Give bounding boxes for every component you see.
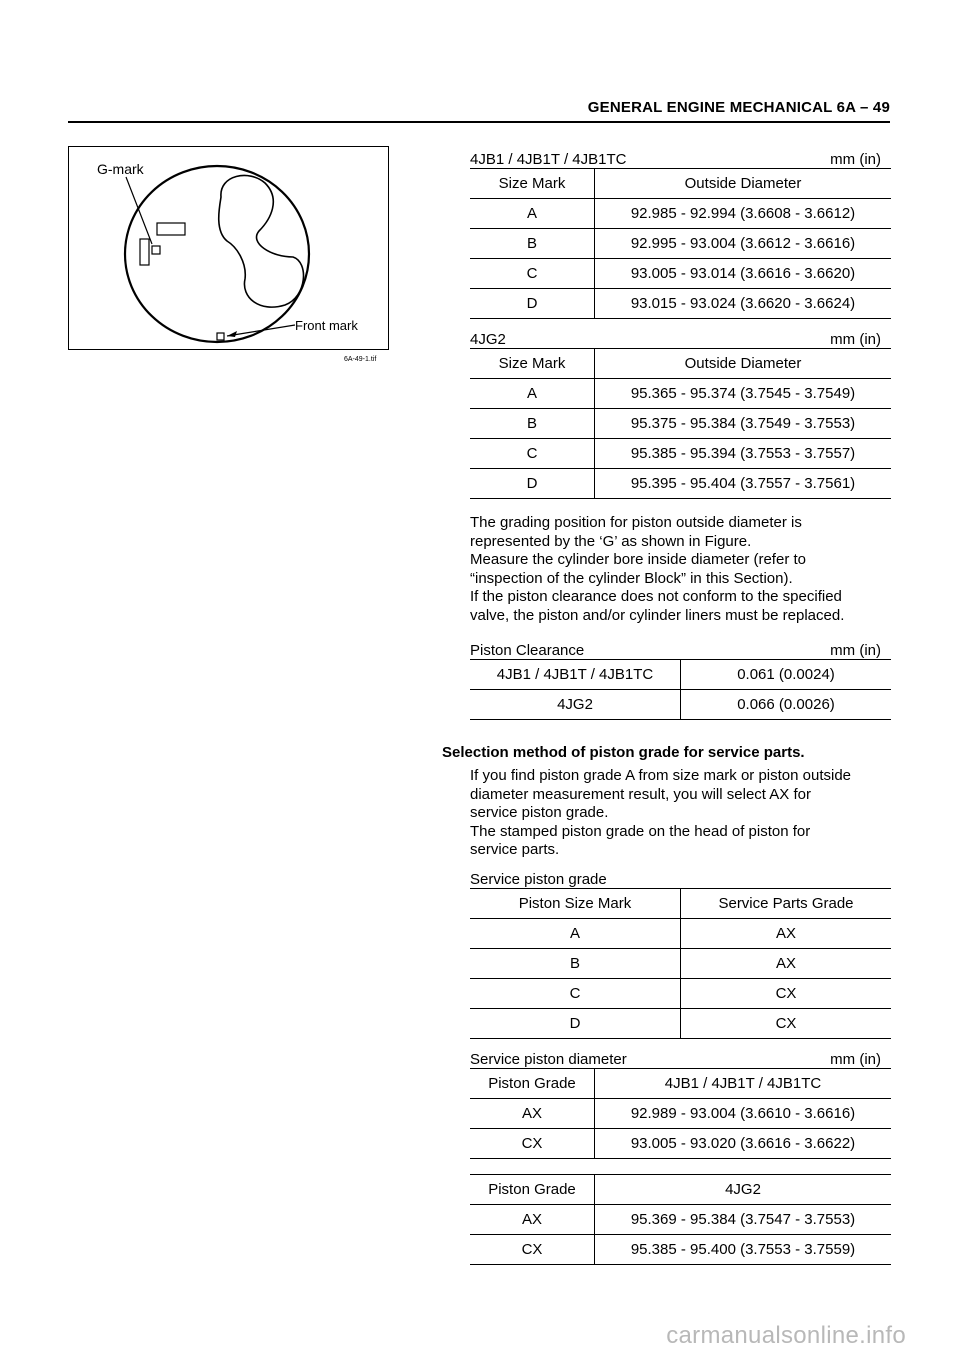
table-row <box>470 289 891 319</box>
table-row <box>470 229 891 259</box>
table1-title-line <box>470 146 891 168</box>
paragraph-line: The grading position for piston outside diameter is <box>470 514 802 531</box>
table-cell: C <box>470 259 595 289</box>
table-row <box>470 379 891 409</box>
table-row <box>470 919 891 949</box>
header-cell: Size Mark <box>470 169 595 199</box>
table1-unit: mm (in) <box>830 151 881 168</box>
table-cell: 93.015 - 93.024 (3.6620 - 3.6624) <box>595 289 892 319</box>
table2-block <box>470 326 891 499</box>
grading-paragraph <box>470 514 891 625</box>
table-cell: 95.385 - 95.400 (3.7553 - 3.7559) <box>595 1235 892 1265</box>
table4-title: Service piston grade <box>470 871 607 888</box>
table-row <box>470 1205 891 1235</box>
table-cell: A <box>470 199 595 229</box>
paragraph-line: If the piston clearance does not conform to the specified <box>470 588 842 605</box>
table-row <box>470 949 891 979</box>
paragraph-line: If you find piston grade A from size mark or piston outside <box>470 767 852 784</box>
table-cell: 95.369 - 95.384 (3.7547 - 3.7553) <box>595 1205 892 1235</box>
table-row <box>470 979 891 1009</box>
g-mark-label: G-mark <box>97 161 144 177</box>
paragraph-line: diameter measurement result, you will select AX for <box>470 785 811 803</box>
g-mark-leader <box>126 177 152 244</box>
table2 <box>470 348 891 499</box>
table-header-row <box>470 1175 891 1205</box>
table3 <box>470 659 891 720</box>
table-cell: A <box>470 379 595 409</box>
table-row <box>470 409 891 439</box>
table-row <box>470 1235 891 1265</box>
table-header-row <box>470 889 891 919</box>
table-cell: 93.005 - 93.014 (3.6616 - 3.6620) <box>595 259 892 289</box>
table-cell: CX <box>470 1129 595 1159</box>
figure-caption: 6A-49-1.tif <box>344 356 377 363</box>
header-cell: Piston Grade <box>470 1069 595 1099</box>
header-rule <box>68 121 890 123</box>
paragraph-line: The stamped piston grade on the head of piston for <box>470 822 811 840</box>
piston-diagram <box>68 146 389 350</box>
front-mark-square <box>217 333 224 340</box>
table-row <box>470 439 891 469</box>
table3-title-line <box>470 637 891 659</box>
table-header-row <box>470 1069 891 1099</box>
table-cell: 4JG2 <box>470 690 681 720</box>
table-cell: AX <box>681 919 892 949</box>
table-cell: 92.995 - 93.004 (3.6612 - 3.6616) <box>595 229 892 259</box>
table5-unit: mm (in) <box>830 1051 881 1068</box>
table-cell: AX <box>470 1205 595 1235</box>
table-header-row <box>470 169 891 199</box>
table-cell: 4JB1 / 4JB1T / 4JB1TC <box>470 660 681 690</box>
header-cell: Piston Grade <box>470 1175 595 1205</box>
table5 <box>470 1068 891 1159</box>
table3-unit: mm (in) <box>830 642 881 659</box>
table-cell: 95.395 - 95.404 (3.7557 - 3.7561) <box>595 469 892 499</box>
page-header: GENERAL ENGINE MECHANICAL 6A – 49 <box>587 99 890 116</box>
table2-title-line <box>470 326 891 348</box>
paragraph-line: service piston grade. <box>470 804 609 821</box>
table-row <box>470 690 891 720</box>
table-cell: CX <box>470 1235 595 1265</box>
table-row <box>470 1129 891 1159</box>
header-cell: Piston Size Mark <box>470 889 681 919</box>
combustion-chamber <box>219 175 304 307</box>
table-row <box>470 1009 891 1039</box>
table5-title: Service piston diameter <box>470 1051 627 1068</box>
table-row <box>470 1099 891 1129</box>
table-header-row <box>470 349 891 379</box>
table6 <box>470 1174 891 1265</box>
table-cell: D <box>470 289 595 319</box>
stamp-mark-rect <box>157 223 185 235</box>
table6-block <box>470 1174 891 1265</box>
table1-title: 4JB1 / 4JB1T / 4JB1TC <box>470 151 627 168</box>
table-cell: A <box>470 919 681 949</box>
table3-block <box>470 637 891 720</box>
section-heading: Selection method of piston grade for service parts. <box>442 744 805 761</box>
table5-block <box>470 1046 891 1159</box>
table-cell: AX <box>470 1099 595 1129</box>
table5-title-line <box>470 1046 891 1068</box>
table-cell: CX <box>681 1009 892 1039</box>
table-cell: AX <box>681 949 892 979</box>
table-row <box>470 469 891 499</box>
table-cell: 92.989 - 93.004 (3.6610 - 3.6616) <box>595 1099 892 1129</box>
table1-block <box>470 146 891 319</box>
table4-title-line <box>470 866 891 888</box>
header-cell: 4JG2 <box>595 1175 892 1205</box>
table4-block <box>470 866 891 1039</box>
table3-title: Piston Clearance <box>470 642 585 659</box>
front-mark-leader <box>227 325 295 336</box>
table-row <box>470 660 891 690</box>
table-cell: 95.385 - 95.394 (3.7553 - 3.7557) <box>595 439 892 469</box>
table-cell: 0.061 (0.0024) <box>681 660 892 690</box>
table-cell: 92.985 - 92.994 (3.6608 - 3.6612) <box>595 199 892 229</box>
header-cell: Outside Diameter <box>595 169 892 199</box>
watermark: carmanualsonline.info <box>666 1322 906 1349</box>
header-cell: Size Mark <box>470 349 595 379</box>
header-cell: 4JB1 / 4JB1T / 4JB1TC <box>595 1069 892 1099</box>
paragraph-line: “inspection of the cylinder Block” in this Section). <box>470 569 793 587</box>
piston-diagram-svg <box>69 147 388 349</box>
table-cell: 95.375 - 95.384 (3.7549 - 3.7553) <box>595 409 892 439</box>
table-cell: 0.066 (0.0026) <box>681 690 892 720</box>
table2-title: 4JG2 <box>470 331 506 348</box>
table-cell: 95.365 - 95.374 (3.7545 - 3.7549) <box>595 379 892 409</box>
service-paragraph <box>470 767 891 860</box>
paragraph-line: service parts. <box>470 841 560 858</box>
table2-unit: mm (in) <box>830 331 881 348</box>
header-cell: Service Parts Grade <box>681 889 892 919</box>
header-cell: Outside Diameter <box>595 349 892 379</box>
stamp-mark-vertical <box>140 239 149 265</box>
table-cell: C <box>470 979 681 1009</box>
table-cell: B <box>470 409 595 439</box>
g-mark-square <box>152 246 160 254</box>
table-cell: CX <box>681 979 892 1009</box>
table-cell: C <box>470 439 595 469</box>
front-mark-arrowhead <box>227 331 237 337</box>
table-cell: B <box>470 229 595 259</box>
table1 <box>470 168 891 319</box>
paragraph-line: valve, the piston and/or cylinder liners must be replaced. <box>470 606 845 624</box>
table-cell: B <box>470 949 681 979</box>
table4 <box>470 888 891 1039</box>
table-row <box>470 199 891 229</box>
table-cell: 93.005 - 93.020 (3.6616 - 3.6622) <box>595 1129 892 1159</box>
paragraph-line: represented by the ‘G’ as shown in Figure. <box>470 532 752 550</box>
table-cell: D <box>470 469 595 499</box>
table-cell: D <box>470 1009 681 1039</box>
table-row <box>470 259 891 289</box>
paragraph-line: Measure the cylinder bore inside diameter (refer to <box>470 551 806 568</box>
front-mark-label: Front mark <box>295 318 358 333</box>
